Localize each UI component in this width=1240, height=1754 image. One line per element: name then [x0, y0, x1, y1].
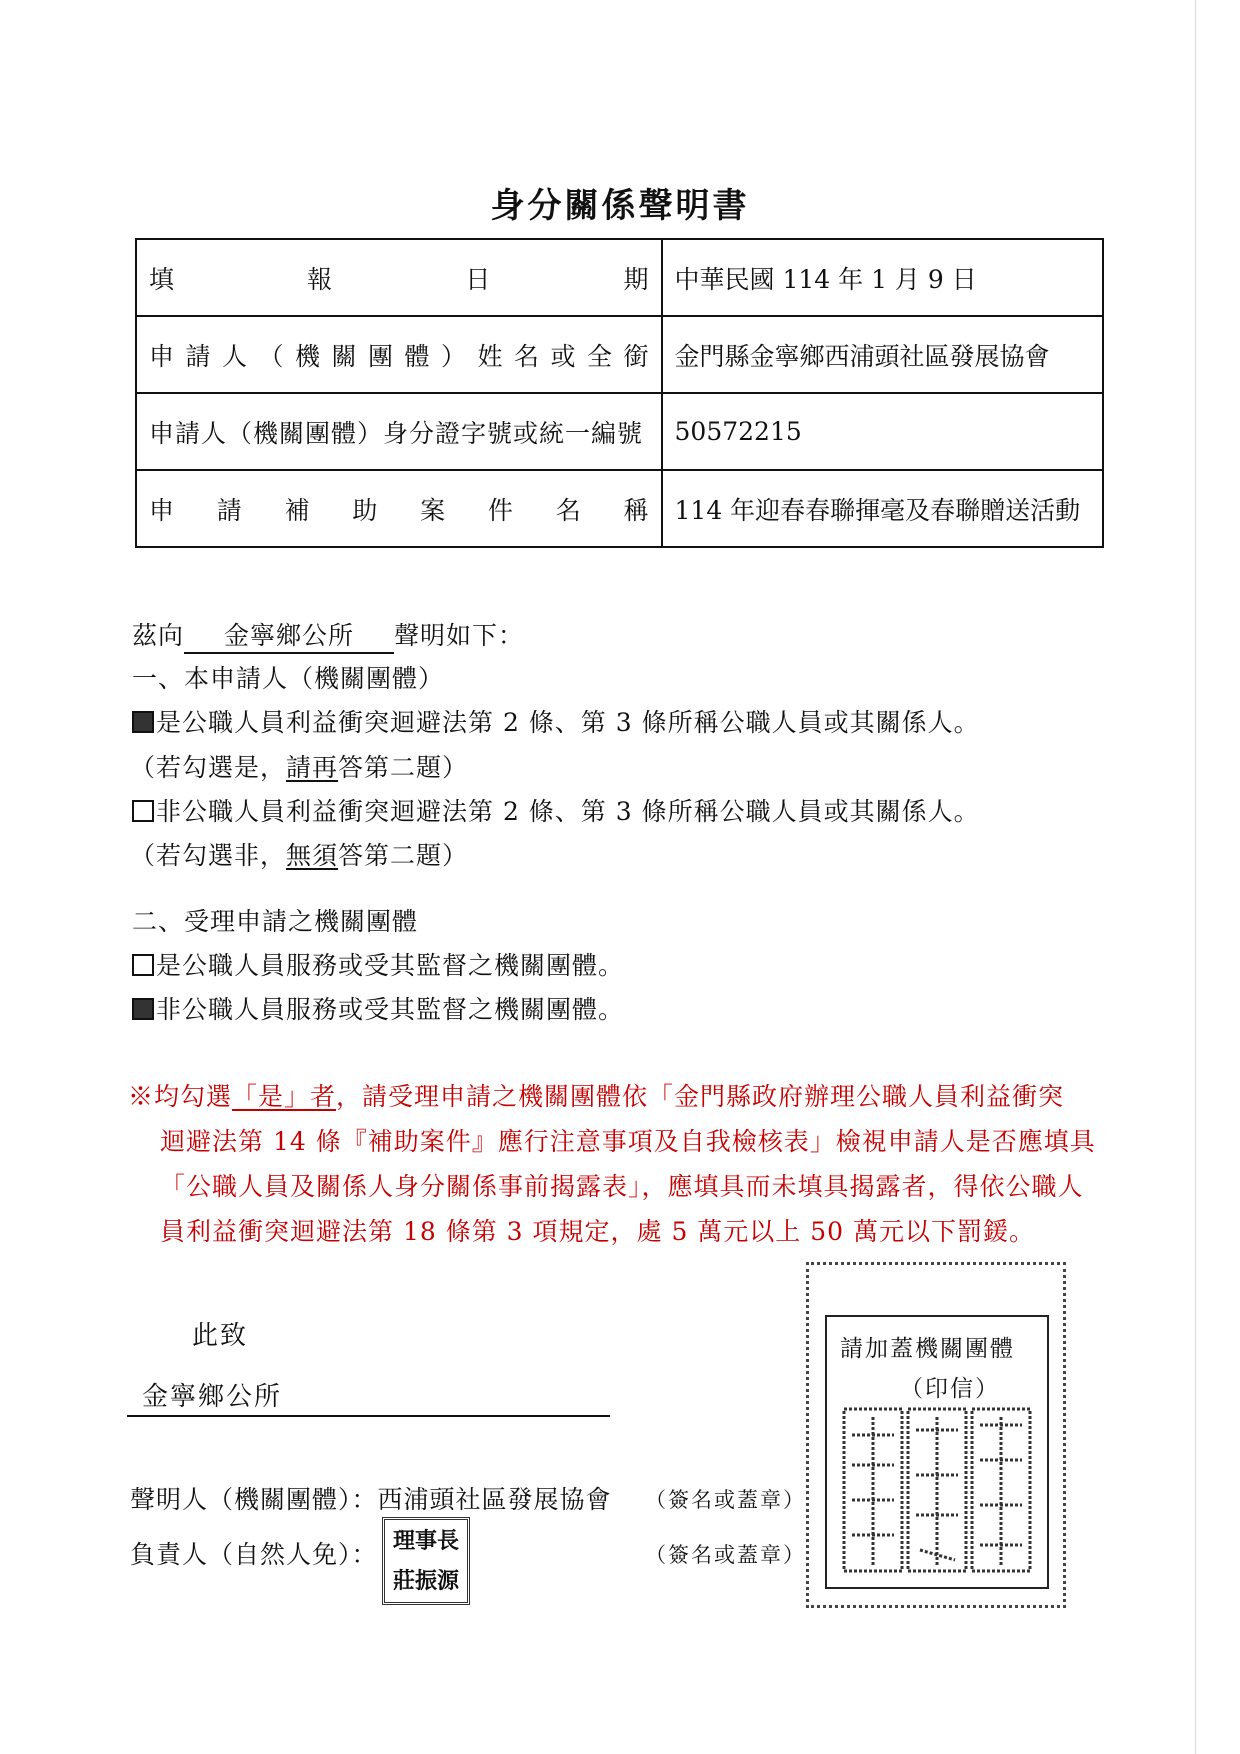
- case-name-value: 114 年迎春春聯揮毫及春聯贈送活動: [662, 470, 1103, 547]
- checkbox-checked[interactable]: [132, 998, 154, 1020]
- seal-label-2: （印信）: [900, 1376, 1000, 1402]
- notice-line-1: ※均勾選「是」者，請受理申請之機關團體依「金門縣政府辦理公職人員利益衝突: [128, 1082, 1065, 1111]
- section2-option-no-text: 非公職人員服務或受其監督之機關團體。: [156, 995, 625, 1024]
- declarant-sign-hint: （簽名或蓋章）: [645, 1488, 806, 1512]
- declaration-suffix: 聲明如下：: [394, 621, 525, 650]
- recipient: 金寧鄉公所: [142, 1382, 283, 1412]
- checkbox-unchecked[interactable]: [132, 954, 154, 976]
- table-row: [136, 239, 1103, 316]
- section1-note-no: （若勾選非，無須答第二題）: [130, 841, 469, 870]
- section1-heading: 一、本申請人（機關團體）: [132, 664, 445, 693]
- notice-line-2: 迴避法第 14 條『補助案件』應行注意事項及自我檢核表」檢視申請人是否應填具: [160, 1127, 1096, 1156]
- responsible-sign-hint: （簽名或蓋章）: [645, 1543, 806, 1567]
- label-applicant-id: 申請人（機關團體）身分證字號或統一編號: [136, 393, 662, 470]
- document-title: 身分關係聲明書: [490, 186, 750, 226]
- applicant-id-value: 50572215: [662, 393, 1103, 470]
- declaration-prefix: 茲向: [132, 621, 185, 650]
- salutation: 此致: [192, 1321, 249, 1351]
- table-row: [136, 470, 1103, 547]
- table-row: [136, 393, 1103, 470]
- label-fill-date: 填 報 日 期: [136, 239, 662, 316]
- declaration-line: [132, 616, 524, 654]
- fill-date-value: 中華民國 114 年 1 月 9 日: [662, 239, 1103, 316]
- declarant-value: 西浦頭社區發展協會: [377, 1485, 612, 1514]
- section1-option-yes-text: 是公職人員利益衝突迴避法第 2 條、第 3 條所稱公職人員或其關係人。: [156, 708, 980, 737]
- declarant-label: 聲明人（機關團體）：: [130, 1485, 378, 1514]
- section2-option-yes[interactable]: [132, 946, 624, 982]
- applicant-name-value: 金門縣金寧鄉西浦頭社區發展協會: [662, 316, 1103, 393]
- chairman-stamp: 理事長 莊振源: [382, 1517, 470, 1605]
- label-case-name: 申 請 補 助 案 件 名 稱: [136, 470, 662, 547]
- section2-option-yes-text: 是公職人員服務或受其監督之機關團體。: [156, 951, 625, 980]
- checkbox-unchecked[interactable]: [132, 800, 154, 822]
- page-edge: [1195, 0, 1196, 1754]
- section1-note-yes: （若勾選是，請再答第二題）: [130, 753, 469, 782]
- section2-option-no[interactable]: [132, 990, 624, 1026]
- section1-option-no[interactable]: [132, 792, 980, 828]
- responsible-label: 負責人（自然人免）：: [130, 1540, 378, 1569]
- seal-pattern-icon: [840, 1405, 1035, 1575]
- declaration-agency: 金寧鄉公所: [184, 616, 394, 654]
- recipient-underline: [127, 1415, 610, 1417]
- info-table: [135, 238, 1104, 548]
- section1-option-no-text: 非公職人員利益衝突迴避法第 2 條、第 3 條所稱公職人員或其關係人。: [156, 797, 980, 826]
- label-applicant-name: 申 請 人 （ 機 關 團 體 ） 姓 名 或 全 銜: [136, 316, 662, 393]
- table-row: [136, 316, 1103, 393]
- section1-option-yes[interactable]: [132, 703, 980, 739]
- checkbox-checked[interactable]: [132, 711, 154, 733]
- responsible-row: [130, 1535, 378, 1571]
- declarant-row: [130, 1480, 612, 1516]
- notice-line-4: 員利益衝突迴避法第 18 條第 3 項規定，處 5 萬元以上 50 萬元以下罰鍰。: [160, 1217, 1036, 1246]
- section2-heading: 二、受理申請之機關團體: [132, 907, 419, 936]
- seal-label-1: 請加蓋機關團體: [840, 1336, 1015, 1362]
- notice-line-3: 「公職人員及關係人身分關係事前揭露表」，應填具而未填具揭露者，得依公職人: [160, 1172, 1084, 1201]
